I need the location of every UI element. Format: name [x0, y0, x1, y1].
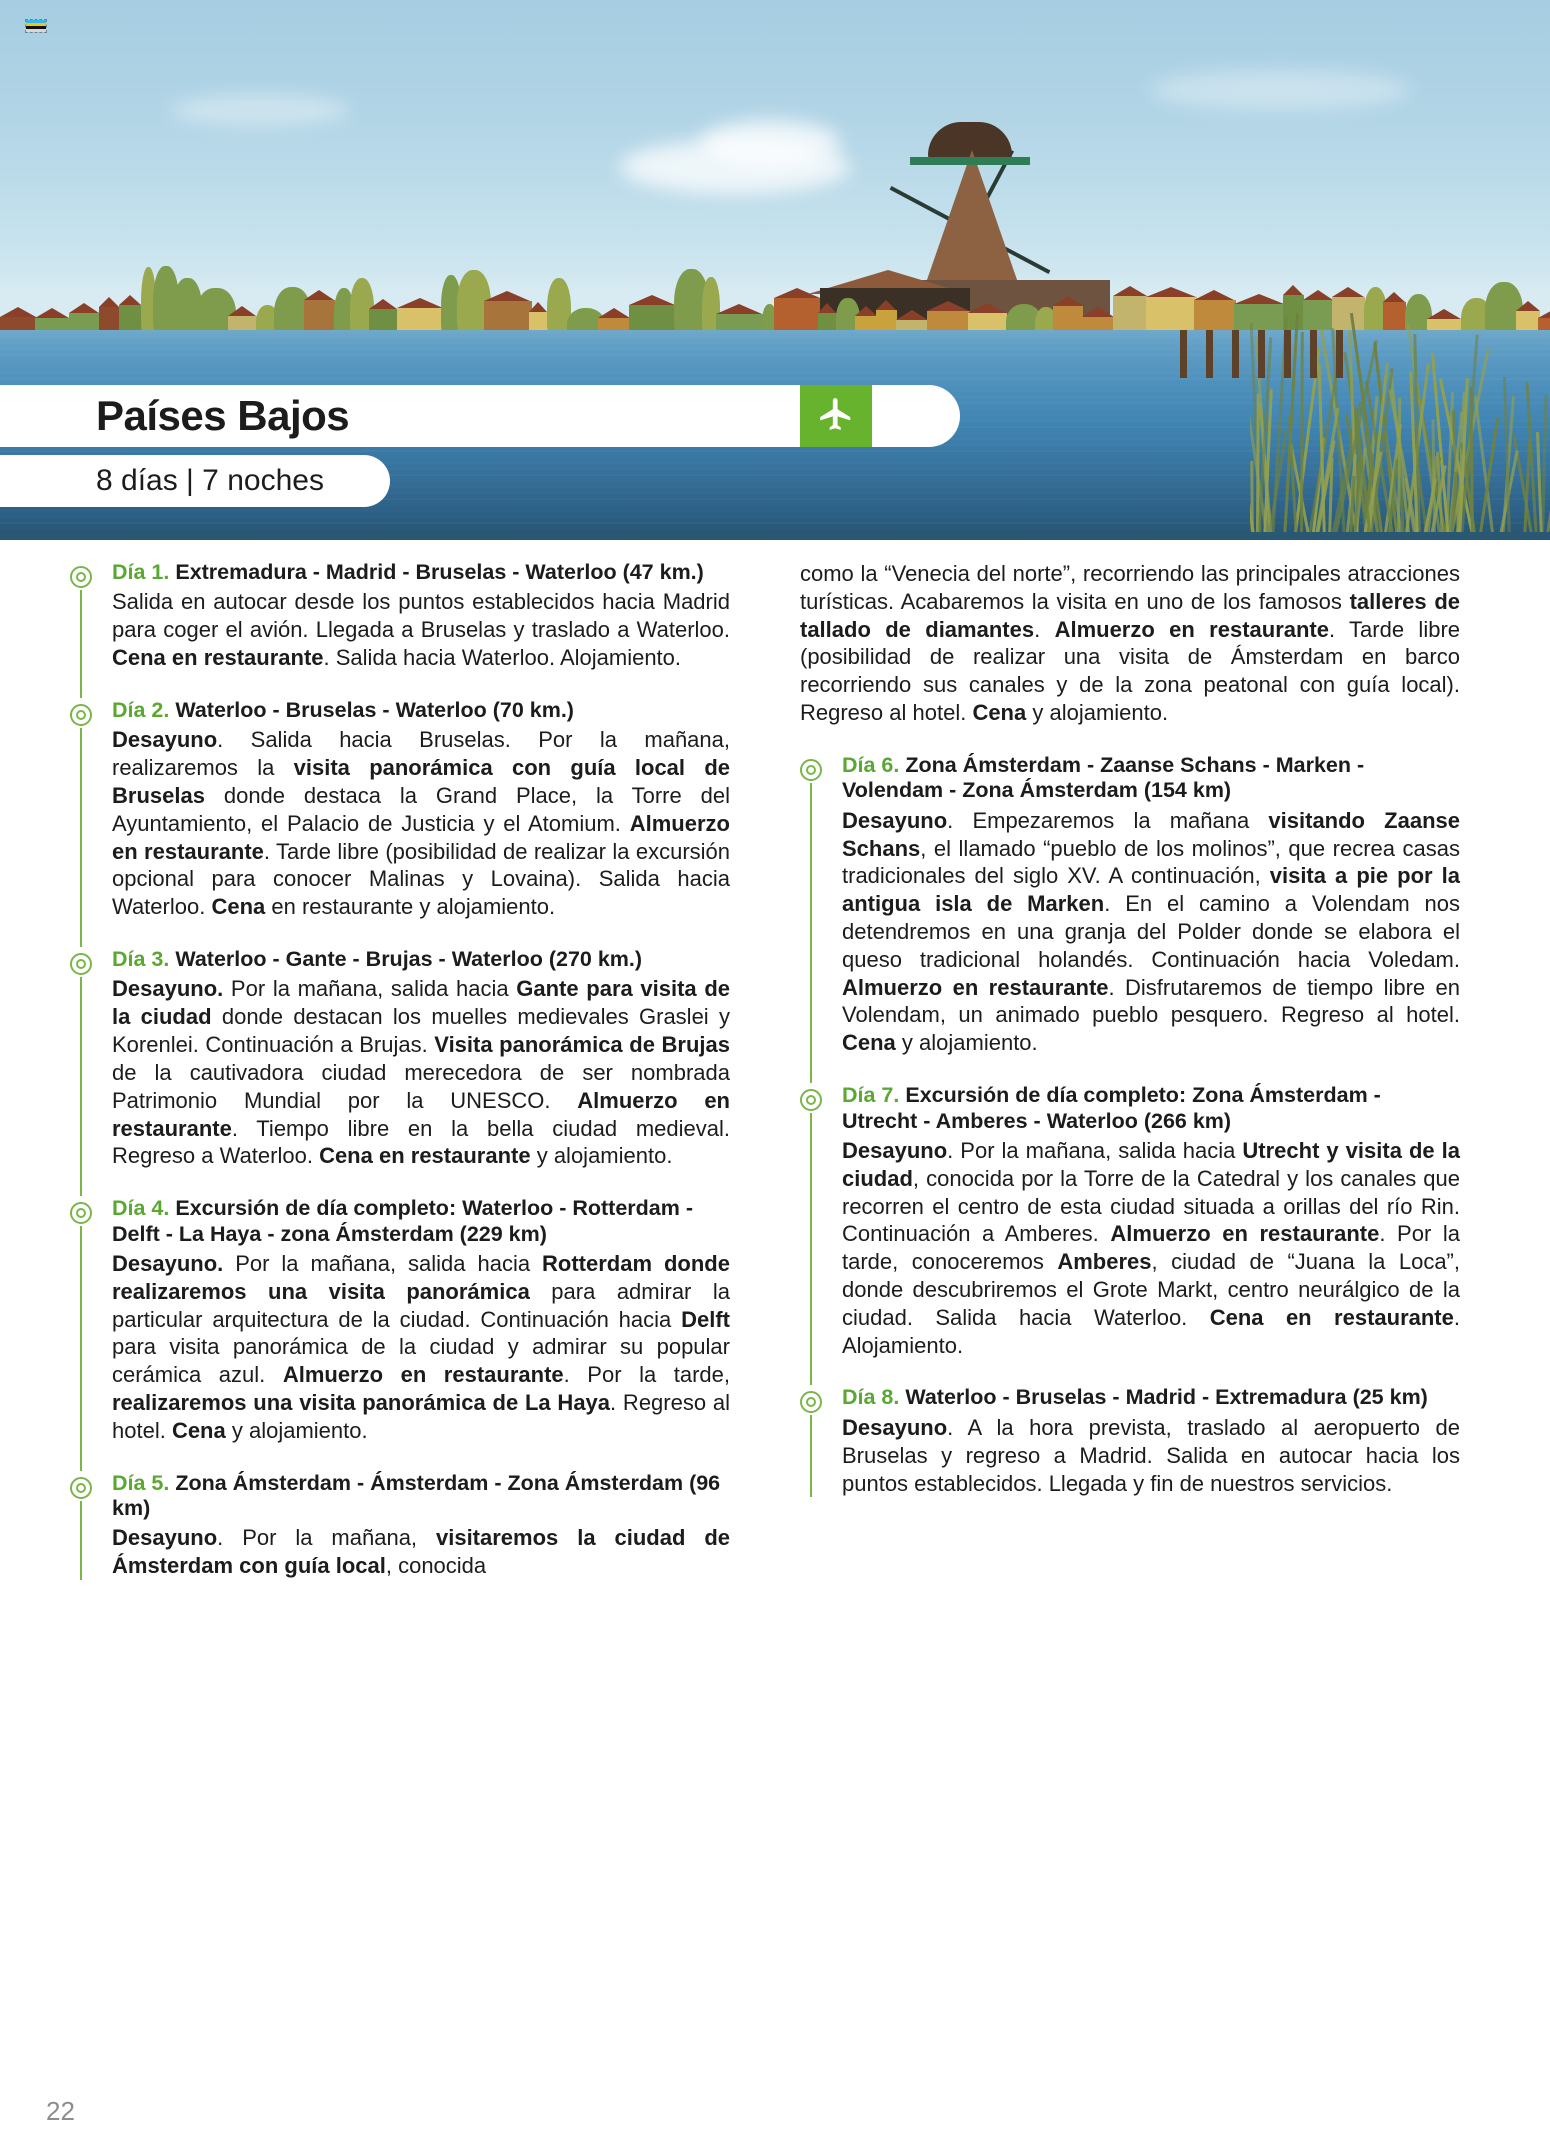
roof [1113, 286, 1147, 296]
day-bullet-icon [70, 953, 92, 975]
itinerary-day [800, 753, 1460, 1057]
day-bullet-icon [70, 1202, 92, 1224]
day-title [112, 1196, 730, 1247]
roof [855, 306, 877, 316]
day-description: Desayuno. Por la mañana, salida hacia Gante para visita de la ciudad donde destacan los muelles medievales Graslei y Korenlei. Continuación a Brujas. Visita panorámica de Brujas de la cautivadora ciudad merecedora de ser nombrada Patrimonio Mundial por la UNESCO. Almuerzo en restaurante. Tiempo libre en la bella ciudad medieval. Regreso a Waterloo. Cena en restaurante y alojamiento. [112, 976, 730, 1169]
timeline-rail [80, 1226, 82, 1471]
day-number-label: Día 4. [112, 1196, 170, 1221]
day-route-label: Extremadura - Madrid - Bruselas - Waterloo (47 km.) [169, 560, 704, 584]
roof [397, 298, 443, 308]
day-title [112, 947, 730, 972]
day-route-label: Excursión de día completo: Waterloo - Rotterdam - Delft - La Haya - zona Ámsterdam (229 km) [112, 1196, 693, 1246]
timeline-rail [80, 590, 82, 698]
timeline-rail [80, 728, 82, 947]
day-route-label: Waterloo - Gante - Brujas - Waterloo (270 km.) [169, 947, 643, 971]
itinerary-day [800, 1385, 1460, 1497]
roof [35, 308, 69, 318]
day-bullet-icon [800, 1391, 822, 1413]
itinerary-content [0, 560, 1550, 1580]
day-description: Desayuno. Por la mañana, salida hacia Rotterdam donde realizaremos una visita panorámica para admirar la particular arquitectura de la ciudad. Continuación hacia Delft para visita panorámica de la ciudad y admirar su popular cerámica azul. Almuerzo en restaurante. Por la tarde, realizaremos una visita panorámica de La Haya. Regreso al hotel. Cena y alojamiento. [112, 1250, 730, 1443]
dock-pile [1284, 330, 1291, 378]
timeline-rail [80, 977, 82, 1196]
day-description-continuation: como la “Venecia del norte”, recorriendo las principales atracciones turísticas. Acabaremos la visita en uno de los famosos talleres de tallado de diamantes. Almuerzo en restaurante. Tarde libre (posibilidad de realizar una visita de Ámsterdam en barco recorriendo sus canales y de la zona peatonal con guía local). Regreso al hotel. Cena y alojamiento. [800, 561, 1461, 726]
right-column [800, 560, 1460, 1580]
dock-pile [1336, 330, 1343, 378]
roof [1332, 287, 1364, 297]
day-description: Desayuno. Por la mañana, salida hacia Utrecht y visita de la ciudad, conocida por la Torre de la Catedral y los canales que recorren el centro de esta ciudad situada a orillas del río Rin. Continuación a Amberes. Almuerzo en restaurante. Por la tarde, conoceremos Amberes, ciudad de “Juana la Loca”, donde descubriremos el Grote Markt, centro neurálgico de la ciudad. Salida hacia Waterloo. Cena en restaurante. Alojamiento. [842, 1137, 1460, 1358]
roof [228, 306, 256, 316]
day-description: Salida en autocar desde los puntos establecidos hacia Madrid para coger el avión. Llegada a Bruselas y traslado a Waterloo. Cena en restaurante. Salida hacia Waterloo. Alojamiento. [112, 589, 730, 671]
cloud [170, 95, 350, 125]
airplane-badge [800, 385, 872, 447]
roof [304, 290, 334, 300]
roof [1303, 290, 1333, 300]
roof [598, 308, 630, 318]
roof [716, 304, 762, 314]
roof [1146, 287, 1196, 297]
day-number-label: Día 1. [112, 560, 170, 584]
subtitle-banner [0, 455, 390, 507]
roof [529, 302, 547, 312]
roof [484, 291, 530, 301]
itinerary-day [70, 1471, 730, 1580]
day-route-label: Zona Ámsterdam - Ámsterdam - Zona Ámsterdam (96 km) [112, 1470, 721, 1521]
day-description: Desayuno. Por la mañana, visitaremos la ciudad de Ámsterdam con guía local, conocida [112, 1525, 730, 1579]
day-title [842, 1385, 1460, 1410]
roof [1194, 290, 1234, 300]
day-route-label: Waterloo - Bruselas - Madrid - Extremadura (25 km) [899, 1385, 1428, 1410]
day-number-label: Día 6. [842, 752, 900, 777]
day-route-label: Zona Ámsterdam - Zaanse Schans - Marken - Volendam - Zona Ámsterdam (154 km) [842, 752, 1365, 803]
dock-pile [1206, 330, 1213, 378]
day-bullet-icon [70, 1477, 92, 1499]
dock-pile [1258, 330, 1265, 378]
day-bullet-icon [70, 566, 92, 588]
day-description: Desayuno. A la hora prevista, traslado al aeropuerto de Bruselas y regreso a Madrid. Salida en autocar hacia los puntos establecidos. Llegada y fin de nuestros servicios. [842, 1414, 1460, 1496]
dock-pile [1180, 330, 1187, 378]
duration-label: 8 días | 7 noches [96, 464, 324, 497]
roof [896, 310, 928, 320]
dock-pile [1232, 330, 1239, 378]
roof [0, 307, 36, 317]
roof [774, 288, 820, 298]
water-edge [0, 532, 1550, 540]
registration-mark [26, 20, 46, 32]
day-bullet-icon [800, 1089, 822, 1111]
timeline-rail [810, 1113, 812, 1385]
airplane-icon [817, 395, 855, 438]
roof [119, 295, 141, 305]
day-number-label: Día 7. [842, 1083, 900, 1108]
roof [1082, 307, 1114, 317]
roof [99, 297, 119, 307]
timeline-rail [80, 1501, 82, 1580]
day-title [112, 698, 730, 723]
page-title: Países Bajos [96, 392, 350, 439]
roof [968, 303, 1006, 313]
windmill-band [910, 157, 1030, 165]
roof [1283, 285, 1303, 295]
day-route-label: Waterloo - Bruselas - Waterloo (70 km.) [169, 697, 574, 722]
day-number-label: Día 8. [842, 1385, 900, 1410]
reeds [1250, 300, 1550, 540]
roof [369, 299, 397, 309]
day-description: Desayuno. Salida hacia Bruselas. Por la mañana, realizaremos la visita panorámica con guía local de Bruselas donde destaca la Grand Place, la Torre del Ayuntamiento, el Palacio de Justicia y el Atomium. Almuerzo en restaurante. Tarde libre (posibilidad de realizar la excursión opcional para conocer Malinas y Lovaina). Salida hacia Waterloo. Cena en restaurante y alojamiento. [112, 727, 730, 920]
reed [1541, 395, 1547, 540]
day-title [112, 1471, 730, 1522]
day-route-label: Excursión de día completo: Zona Ámsterdam - Utrecht - Amberes - Waterloo (266 km) [842, 1083, 1381, 1133]
roof [1053, 296, 1083, 306]
roof [876, 300, 896, 310]
day-number-label: Día 5. [112, 1470, 170, 1495]
itinerary-day [70, 947, 730, 1170]
itinerary-day [70, 698, 730, 921]
day-number-label: Día 2. [112, 697, 170, 722]
dock-pile [1310, 330, 1317, 378]
day-title [842, 753, 1460, 804]
day-title [112, 560, 730, 585]
itinerary-day [70, 560, 730, 672]
roof [818, 303, 836, 313]
day-description: Desayuno. Empezaremos la mañana visitando Zaanse Schans, el llamado “pueblo de los molinos”, que recrea casas tradicionales del siglo XV. A continuación, visita a pie por la antigua isla de Marken. En el camino a Volendam nos detendremos en una granja del Polder donde se elabora el queso tradicional holandés. Continuación hacia Voledam. Almuerzo en restaurante. Disfrutaremos de tiempo libre en Volendam, un animado pueblo pesquero. Regreso al hotel. Cena y alojamiento. [842, 807, 1461, 1056]
itinerary-day [800, 1083, 1460, 1359]
itinerary-day [70, 1196, 730, 1445]
roof [927, 301, 969, 311]
day-bullet-icon [70, 704, 92, 726]
roof [629, 295, 675, 305]
timeline-rail [810, 783, 812, 1083]
roof [69, 303, 99, 313]
day-title [842, 1083, 1460, 1134]
day-bullet-icon [800, 759, 822, 781]
page-number: 22 [46, 2096, 75, 2126]
timeline-rail [810, 1415, 812, 1497]
left-column [70, 560, 730, 1580]
day-number-label: Día 3. [112, 947, 170, 971]
